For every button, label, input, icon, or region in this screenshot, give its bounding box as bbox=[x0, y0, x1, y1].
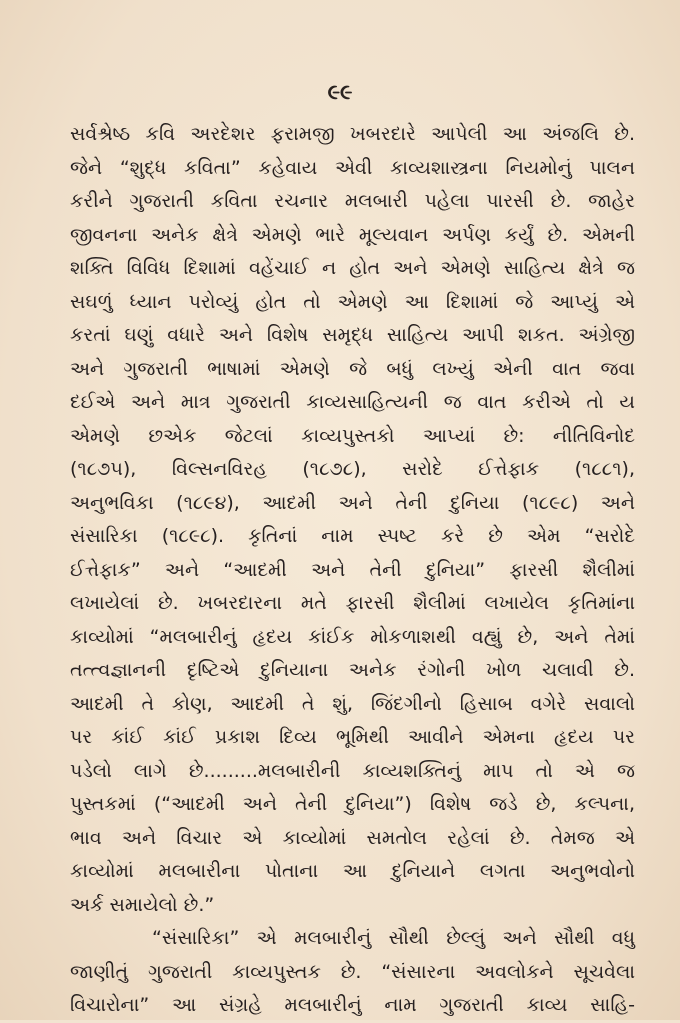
text-line: એમણે છએક જેટલાં કાવ્યપુસ્તકો આપ્યાં છે: નીતિવિનોદ bbox=[70, 424, 635, 447]
body-text bbox=[70, 118, 635, 1023]
text-line: અનુભવિકા (૧૮૯૪), આદમી અને તેની દુનિયા (૧૮૯૮) અને bbox=[70, 491, 635, 514]
text-line: દઈએ અને માત્ર ગુજરાતી કાવ્યસાહિત્યની જ વાત કરીએ તો ય bbox=[70, 391, 635, 413]
text-line: પુસ્તકમાં (“આદમી અને તેની દુનિયા”) વિશેષ જડે છે, કલ્પના, bbox=[70, 793, 635, 815]
text-line: કાવ્યોમાં મલબારીના પોતાના આ દુનિયાને લગતા અનુભવોનો bbox=[70, 860, 635, 882]
text-line: કાવ્યોમાં “મલબારીનું હૃદય કાંઈક મોકળાશથી વહ્યું છે, અને તેમાં bbox=[70, 625, 635, 648]
text-line: (૧૮૭૫), વિલ્સનવિરહ (૧૮૭૮), સરોદે ઈત્તેફાક (૧૮૮૧), bbox=[70, 458, 635, 480]
text-line: ઈત્તેફાક” અને “આદમી અને તેની દુનિયા” ફારસી શૈલીમાં bbox=[70, 558, 635, 581]
text-line: અને ગુજરાતી ભાષામાં એમણે જે બધું લખ્યું એની વાત જવા bbox=[70, 357, 635, 380]
text-line: સર્વશ્રેષ્ઠ કવિ અરદેશર ફરામજી ખબરદારે આપેલી આ અંજલિ છે. bbox=[70, 123, 635, 145]
text-line: કરતાં ઘણું વધારે અને વિશેષ સમૃદ્ધ સાહિત્ય આપી શકત. અંગ્રેજી bbox=[70, 324, 635, 346]
text-line: અર્ક સમાયેલો છે.” bbox=[70, 893, 215, 916]
text-line: શક્તિ વિવિધ દિશામાં વહેંચાઈ ન હોત અને એમણે સાહિત્ય ક્ષેત્રે જ bbox=[70, 257, 635, 279]
text-line: “સંસારિકા” એ મલબારીનું સૌથી છેલ્લું અને સૌથી વધુ bbox=[152, 927, 635, 949]
text-line: સઘળું ધ્યાન પરોવ્યું હોત તો એમણે આ દિશામાં જે આપ્યું એ bbox=[70, 290, 635, 313]
text-line: પડેલો લાગે છે.........મલબારીની કાવ્યશક્તિનું માપ તો એ જ bbox=[70, 759, 635, 782]
text-line: કરીને ગુજરાતી કવિતા રચનાર મલબારી પહેલા પારસી છે. જાહેર bbox=[70, 190, 635, 212]
text-line: જેને “શુદ્ધ કવિતા” કહેવાય એવી કાવ્યશાસ્ત્રના નિયમોનું પાલન bbox=[70, 156, 635, 179]
text-line: લખાયેલાં છે. ખબરદારના મતે ફારસી શૈલીમાં લખાયેલ કૃતિમાંના bbox=[70, 592, 635, 614]
text-line: આદમી તે કોણ, આદમી તે શું, જિંદગીનો હિસાબ વગેરે સવાલો bbox=[70, 692, 635, 715]
text-line: વિચારોના” આ સંગ્રહે મલબારીનું નામ ગુજરાતી કાવ્ય સાહિ- bbox=[70, 994, 635, 1016]
text-line: જાણીતું ગુજરાતી કાવ્યપુસ્તક છે. “સંસારના અવલોકને સૂચવેલા bbox=[70, 960, 635, 983]
text-line: સંસારિકા (૧૮૯૮). કૃતિનાં નામ સ્પષ્ટ કરે છે એમ “સરોદે bbox=[70, 525, 635, 547]
page-number: ૯૯ bbox=[327, 80, 353, 104]
text-line: તત્ત્વજ્ઞાનની દૃષ્ટિએ દુનિયાના અનેક રંગોની ખોળ ચલાવી છે. bbox=[70, 659, 635, 681]
text-line: જીવનના અનેક ક્ષેત્રે એમણે ભારે મૂલ્યવાન અર્પણ કર્યું છે. એમની bbox=[70, 223, 635, 246]
text-line: પર કાંઈ કાંઈ પ્રકાશ દિવ્ય ભૂમિથી આવીને એમના હૃદય પર bbox=[70, 726, 635, 748]
text-line: ભાવ અને વિચાર એ કાવ્યોમાં સમતોલ રહેલાં છે. તેમજ એ bbox=[70, 826, 635, 849]
